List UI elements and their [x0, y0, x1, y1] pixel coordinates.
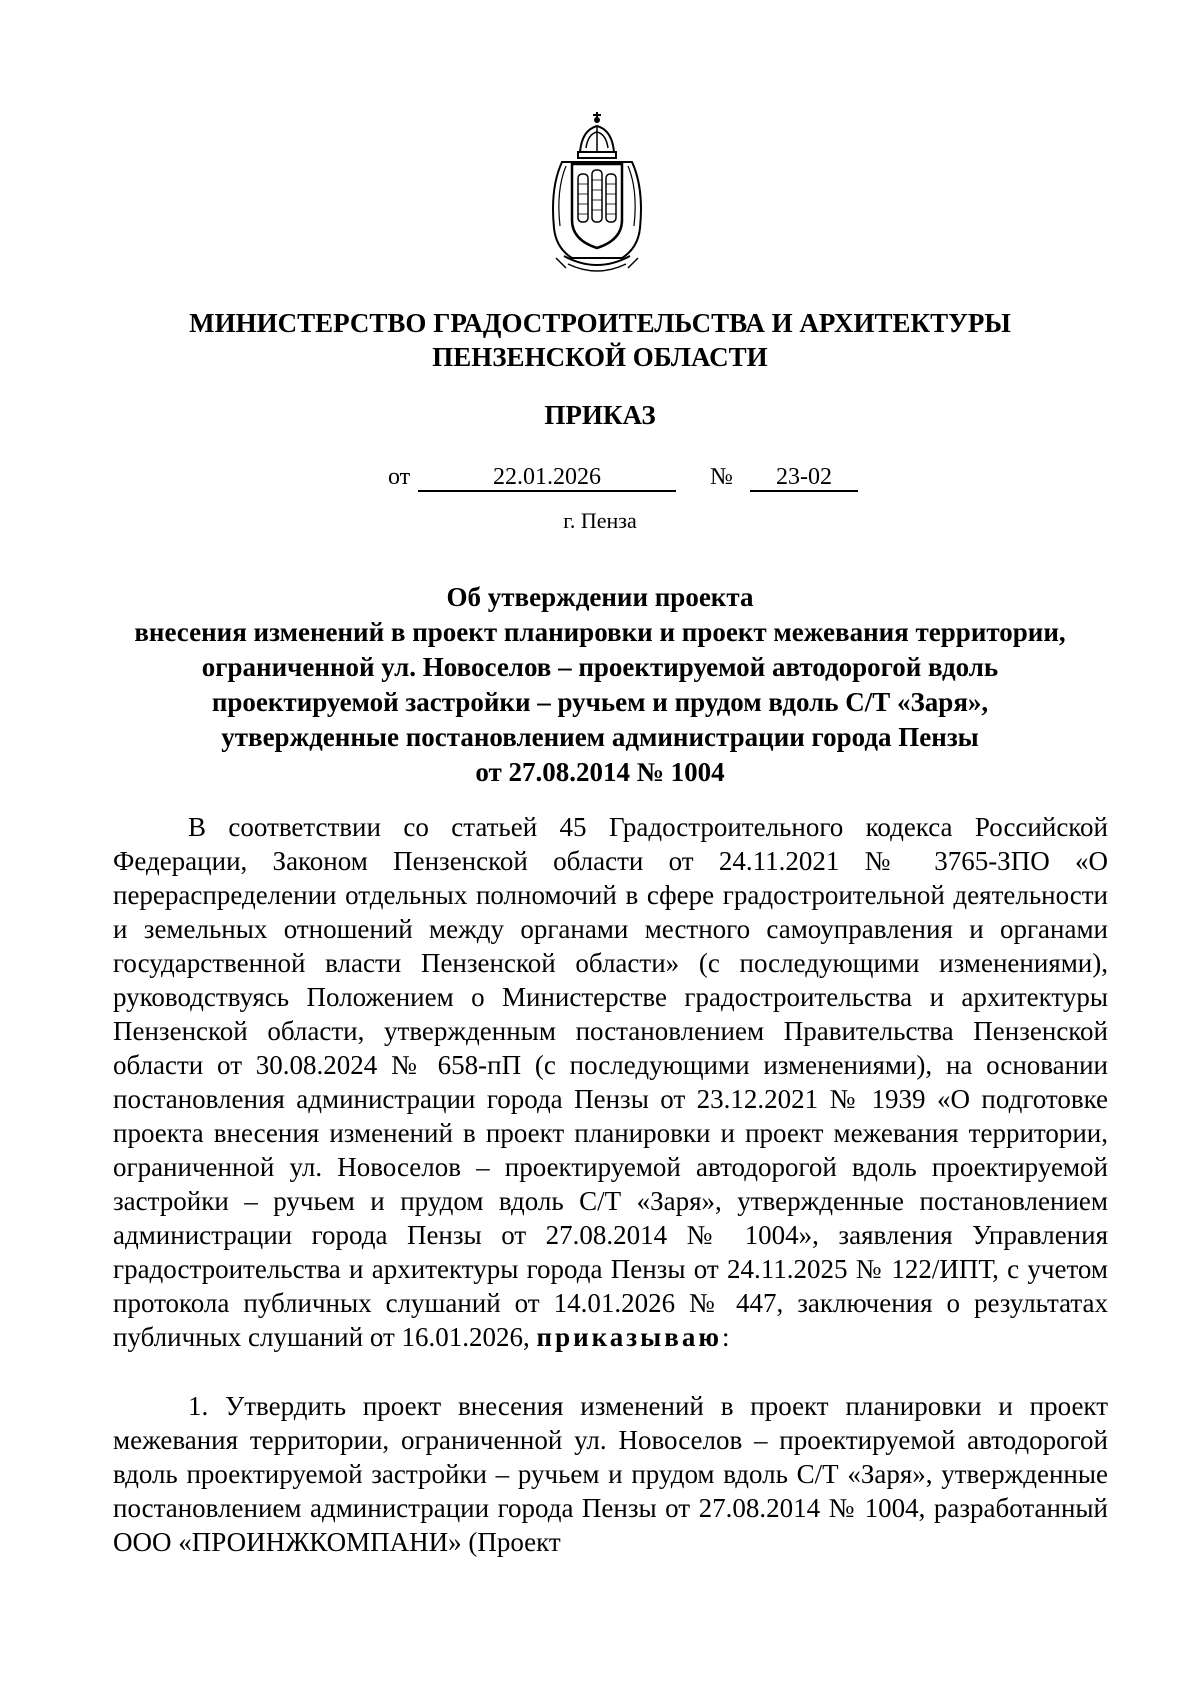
ministry-name-line2: ПЕНЗЕНСКОЙ ОБЛАСТИ [432, 342, 768, 372]
document-title [100, 580, 1100, 790]
preamble-paragraph [113, 810, 1108, 1354]
ministry-name-line1: МИНИСТЕРСТВО ГРАДОСТРОИТЕЛЬСТВА И АРХИТЕКТУРЫ [189, 308, 1011, 338]
clause-1-text: 1. Утвердить проект внесения изменений в проект планировки и проект межевания территории, ограниченной ул. Новоселов – проектируемой автодорогой вдоль проектируемой застройки – ручьем и прудом вдоль С/Т «Заря», утвержденные постановлением администрации города Пензы от 27.08.2014 № 1004, разработанный ООО «ПРОИНЖКОМПАНИ» (Проект [113, 1391, 1108, 1557]
penza-coat-of-arms-icon [542, 108, 652, 276]
city: г. Пенза [563, 508, 637, 533]
order-colon: : [721, 1322, 730, 1352]
title-line: от 27.08.2014 № 1004 [475, 757, 725, 787]
title-line: проектируемой застройки – ручьем и прудом вдоль С/Т «Заря», [211, 687, 989, 717]
title-line: внесения изменений в проект планировки и проект межевания территории, [134, 617, 1066, 647]
title-line: Об утверждении проекта [446, 582, 754, 612]
date-label: от [388, 464, 411, 490]
document-number: 23-02 [750, 460, 858, 492]
order-word: приказываю [536, 1322, 722, 1352]
date-number-row [0, 460, 1200, 494]
preamble-text: В соответствии со статьей 45 Градостроительного кодекса Российской Федерации, Законом Пензенской области от 24.11.2021 № 3765-ЗПО «О перераспределении отдельных полномочий в сфере градостроительной деятельности и земельных отношений между органами местного самоуправления и органами государственной власти Пензенской области» (с последующими изменениями), руководствуясь Положением о Министерстве градостроительства и архитектуры Пензенской области, утвержденным постановлением Правительства Пензенской области от 30.08.2024 № 658-пП (с последующими изменениями), на основании постановления администрации города Пензы от 23.12.2021 № 1939 «О подготовке проекта внесения изменений в проект планировки и проект межевания территории, ограниченной ул. Новоселов – проектируемой автодорогой вдоль проектируемой застройки – ручьем и прудом вдоль С/Т «Заря», утвержденные постановлением администрации города Пензы от 27.08.2014 № 1004», заявления Управления градостроительства и архитектуры города Пензы от 24.11.2025 № 122/ИПТ, с учетом протокола публичных слушаний от 14.01.2026 № 447, заключения о результатах публичных слушаний от 16.01.2026, [113, 812, 1108, 1352]
title-line: ограниченной ул. Новоселов – проектируемой автодорогой вдоль [201, 652, 999, 682]
document-type: ПРИКАЗ [544, 400, 656, 430]
clause-1-paragraph [113, 1389, 1108, 1559]
number-label: № [710, 464, 733, 490]
document-date: 22.01.2026 [418, 460, 676, 492]
title-line: утвержденные постановлением администрации города Пензы [221, 722, 979, 752]
